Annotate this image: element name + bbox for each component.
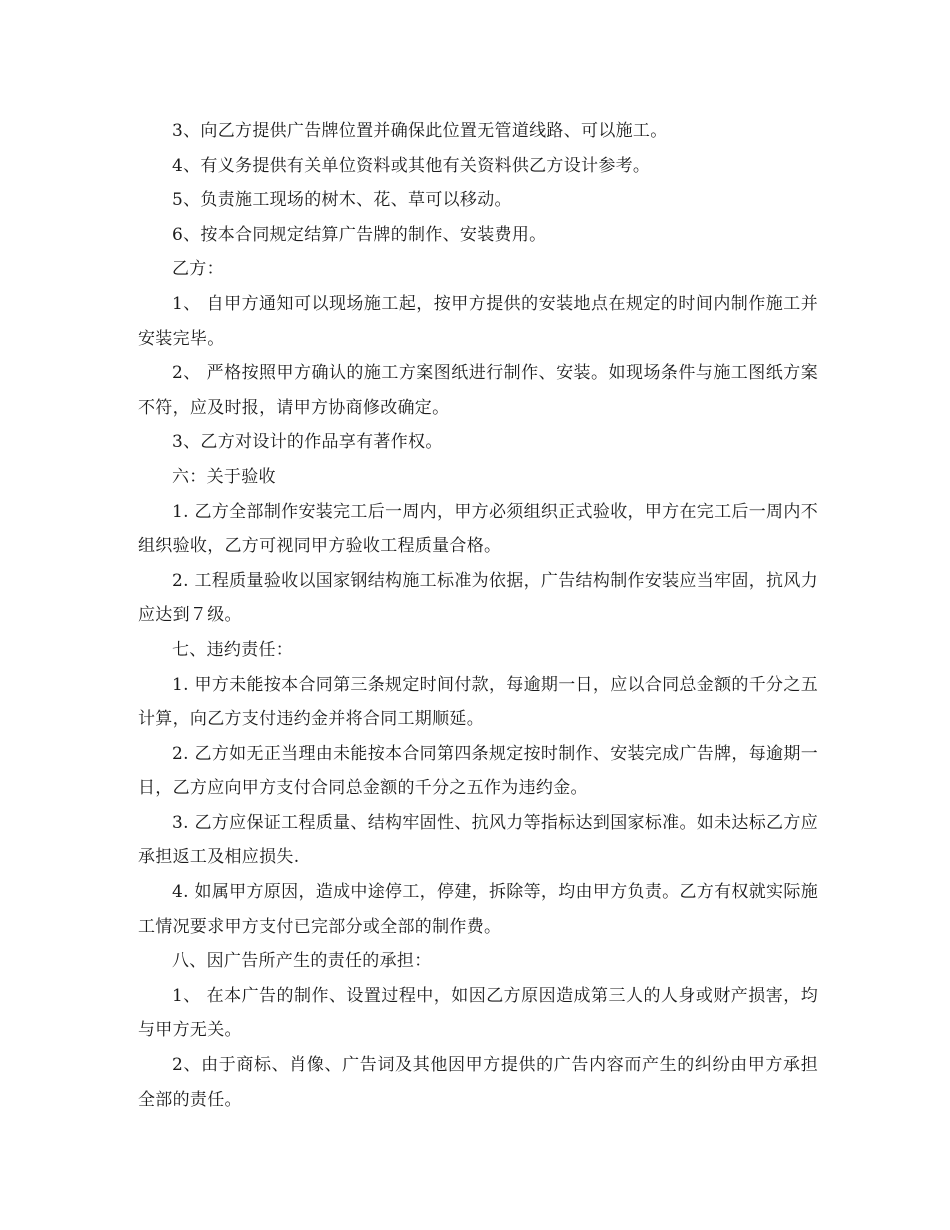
clause-paragraph: 3. 乙方应保证工程质量、结构牢固性、抗风力等指标达到国家标准。如未达标乙方应承担返工及相应损失.	[138, 812, 818, 868]
section-heading: 七、违约责任：	[172, 639, 294, 660]
clause-paragraph: 5、负责施工现场的树木、花、草可以移动。	[172, 190, 512, 211]
clause-paragraph: 6、按本合同规定结算广告牌的制作、安装费用。	[172, 224, 547, 245]
clause-paragraph: 4、有义务提供有关单位资料或其他有关资料供乙方设计参考。	[172, 155, 651, 176]
clause-paragraph: 2、 严格按照甲方确认的施工方案图纸进行制作、安装。如现场条件与施工图纸方案不符，应及时报，请甲方协商修改确定。	[138, 363, 818, 418]
clause-paragraph: 1、 在本广告的制作、设置过程中，如因乙方原因造成第三人的人身或财产损害，均与甲方无关。	[138, 985, 818, 1041]
contract-body	[138, 114, 818, 1117]
clause-paragraph: 1. 乙方全部制作安装完工后一周内，甲方必须组织正式验收，甲方在完工后一周内不组织验收，乙方可视同甲方验收工程质量合格。	[138, 501, 818, 557]
clause-paragraph: 2. 乙方如无正当理由未能按本合同第四条规定按时制作、安装完成广告牌，每逾期一日，乙方应向甲方支付合同总金额的千分之五作为违约金。	[138, 743, 818, 799]
clause-paragraph: 3、向乙方提供广告牌位置并确保此位置无管道线路、可以施工。	[172, 121, 668, 141]
section-heading: 八、因广告所产生的责任的承担：	[172, 951, 432, 972]
clause-paragraph: 3、乙方对设计的作品享有著作权。	[172, 432, 443, 453]
clause-paragraph: 4. 如属甲方原因，造成中途停工，停建，拆除等，均由甲方负责。乙方有权就实际施工情况要求甲方支付已完部分或全部的制作费。	[138, 882, 818, 937]
clause-paragraph: 2. 工程质量验收以国家钢结构施工标准为依据，广告结构制作安装应当牢固，抗风力应达到７级。	[138, 570, 818, 626]
clause-paragraph: 1. 甲方未能按本合同第三条规定时间付款，每逾期一日，应以合同总金额的千分之五计算，向乙方支付违约金并将合同工期顺延。	[138, 674, 818, 730]
clause-paragraph: 2、由于商标、肖像、广告词及其他因甲方提供的广告内容而产生的纠纷由甲方承担全部的责任。	[138, 1055, 818, 1110]
clause-paragraph: 1、 自甲方通知可以现场施工起，按甲方提供的安装地点在规定的时间内制作施工并安装完毕。	[138, 293, 818, 349]
party-heading: 乙方：	[172, 259, 224, 280]
section-heading: 六：关于验收	[172, 466, 276, 487]
